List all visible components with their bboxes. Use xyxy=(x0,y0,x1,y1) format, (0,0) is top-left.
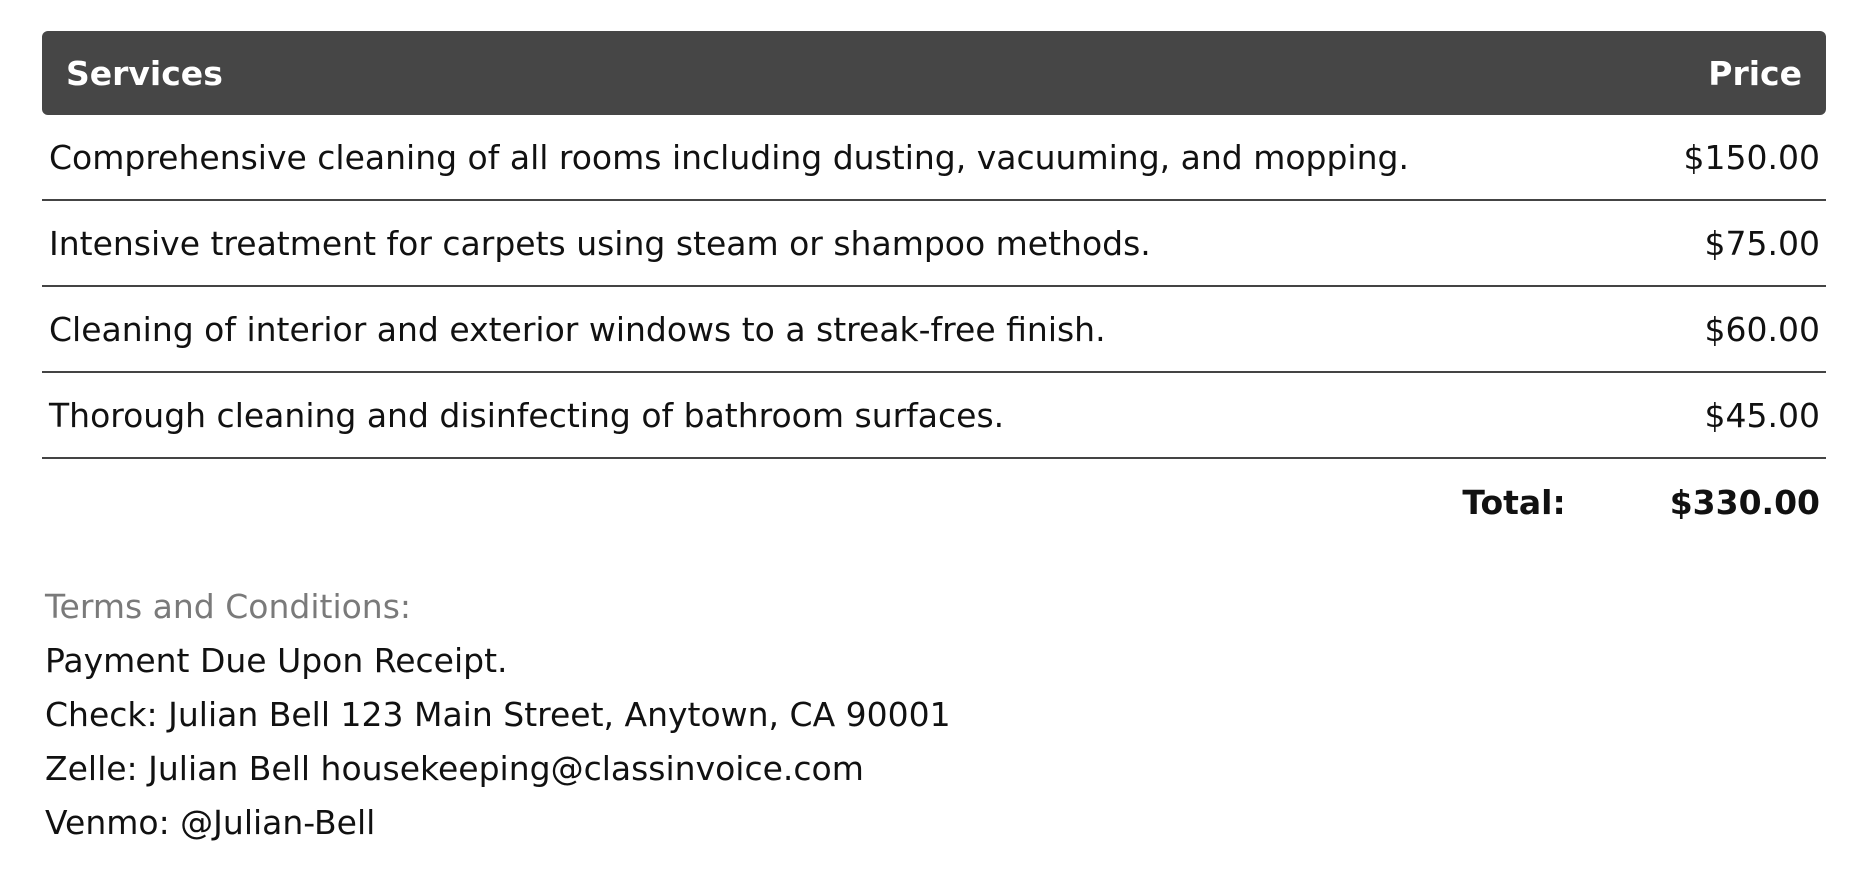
terms-heading: Terms and Conditions: xyxy=(45,587,412,626)
table-row xyxy=(42,373,1826,459)
service-price: $60.00 xyxy=(1704,309,1820,349)
table-row xyxy=(42,287,1826,373)
table-row xyxy=(42,115,1826,201)
service-price: $75.00 xyxy=(1704,223,1820,263)
terms-line-venmo: Venmo: @Julian-Bell xyxy=(45,803,376,842)
total-row xyxy=(42,459,1826,545)
table-row xyxy=(42,201,1826,287)
table-header xyxy=(42,31,1826,115)
terms-line-check: Check: Julian Bell 123 Main Street, Anytown, CA 90001 xyxy=(45,695,951,734)
terms-line-payment-due: Payment Due Upon Receipt. xyxy=(45,641,508,680)
price-column-header: Price xyxy=(1708,53,1802,93)
service-description: Thorough cleaning and disinfecting of bathroom surfaces. xyxy=(49,395,1005,435)
terms-section xyxy=(45,580,951,850)
terms-line-zelle: Zelle: Julian Bell housekeeping@classinvoice.com xyxy=(45,749,864,788)
total-label: Total: xyxy=(1462,482,1566,522)
service-description: Intensive treatment for carpets using steam or shampoo methods. xyxy=(49,223,1151,263)
services-table xyxy=(42,31,1826,545)
service-price: $45.00 xyxy=(1704,395,1820,435)
service-description: Cleaning of interior and exterior windows to a streak-free finish. xyxy=(49,309,1106,349)
service-price: $150.00 xyxy=(1683,137,1820,177)
total-value: $330.00 xyxy=(1669,482,1820,522)
service-description: Comprehensive cleaning of all rooms including dusting, vacuuming, and mopping. xyxy=(49,137,1409,177)
services-column-header: Services xyxy=(66,53,223,93)
